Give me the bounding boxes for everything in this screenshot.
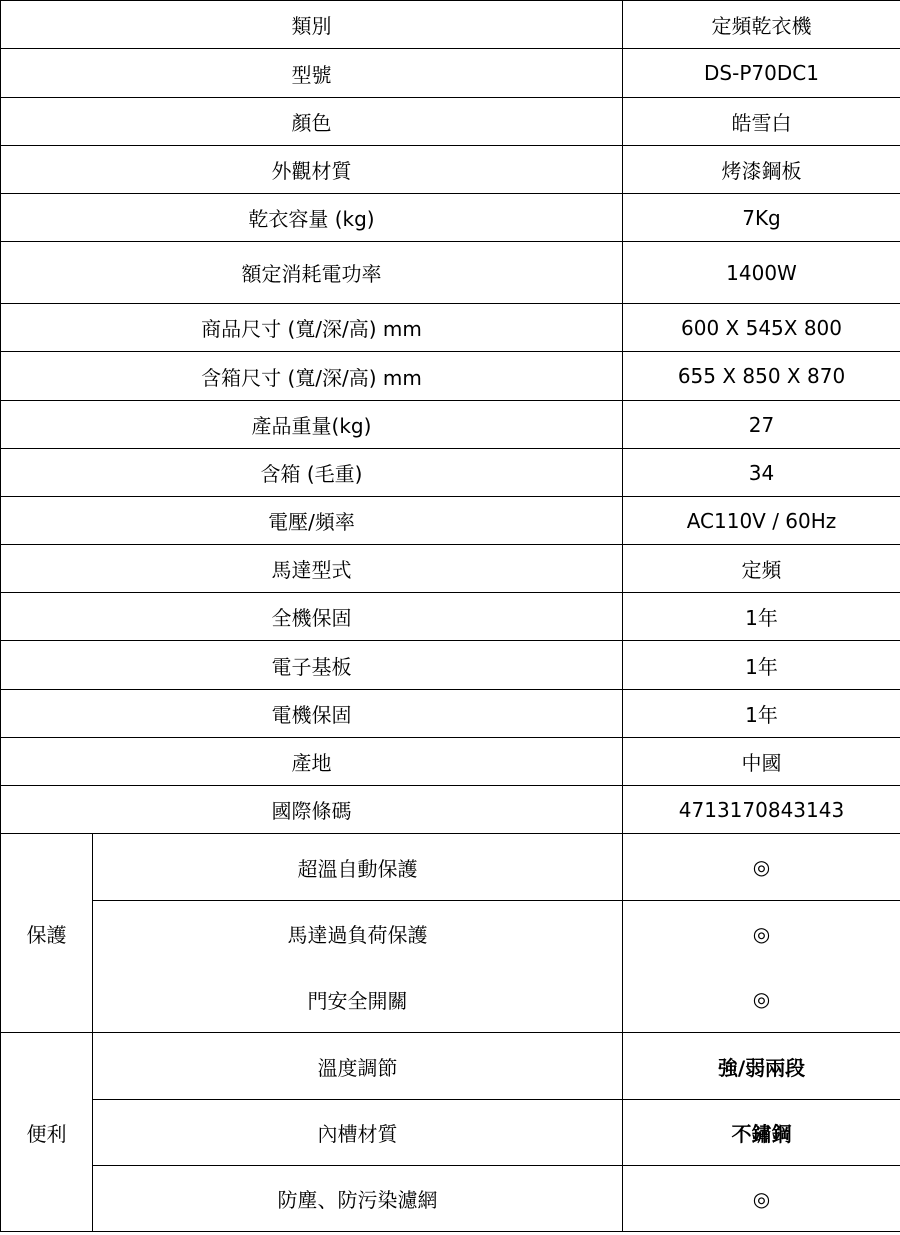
- convenience-row: [1, 1033, 900, 1100]
- spec-row: [1, 146, 900, 194]
- spec-value: 7Kg: [623, 194, 900, 242]
- spec-label: 電機保固: [1, 690, 623, 738]
- spec-label: 產品重量(kg): [1, 401, 623, 449]
- spec-label: 顏色: [1, 98, 623, 146]
- spec-value: 4713170843143: [623, 786, 900, 834]
- spec-row: [1, 194, 900, 242]
- spec-label: 產地: [1, 738, 623, 786]
- feature-label: 溫度調節: [93, 1033, 623, 1100]
- spec-value: 皓雪白: [623, 98, 900, 146]
- spec-label: 全機保固: [1, 593, 623, 641]
- spec-row: [1, 242, 900, 304]
- spec-row: [1, 641, 900, 690]
- protection-group-label: 保護: [1, 834, 93, 1033]
- spec-label: 電壓/頻率: [1, 497, 623, 545]
- spec-label: 含箱尺寸 (寬/深/高) mm: [1, 352, 623, 401]
- spec-label: 類別: [1, 1, 623, 49]
- convenience-row: [1, 1100, 900, 1166]
- spec-row: [1, 786, 900, 834]
- feature-value: ◎: [623, 901, 900, 967]
- spec-row: [1, 497, 900, 545]
- feature-value: ◎: [623, 834, 900, 901]
- convenience-group-label: 便利: [1, 1033, 93, 1232]
- spec-row: [1, 401, 900, 449]
- spec-row: [1, 545, 900, 593]
- spec-row: [1, 1, 900, 49]
- feature-value: 不鏽鋼: [623, 1100, 900, 1166]
- spec-value: 定頻乾衣機: [623, 1, 900, 49]
- feature-label: 防塵、防污染濾網: [93, 1166, 623, 1232]
- feature-value: ◎: [623, 1166, 900, 1232]
- spec-value: AC110V / 60Hz: [623, 497, 900, 545]
- spec-label: 含箱 (毛重): [1, 449, 623, 497]
- feature-label: 內槽材質: [93, 1100, 623, 1166]
- spec-value: 1400W: [623, 242, 900, 304]
- feature-label: 門安全開關: [93, 967, 623, 1033]
- spec-label: 電子基板: [1, 641, 623, 690]
- spec-value: 1年: [623, 593, 900, 641]
- spec-row: [1, 49, 900, 98]
- spec-label: 馬達型式: [1, 545, 623, 593]
- protection-row: [1, 834, 900, 901]
- feature-label: 超溫自動保護: [93, 834, 623, 901]
- feature-value: ◎: [623, 967, 900, 1033]
- spec-label: 額定消耗電功率: [1, 242, 623, 304]
- spec-value: 600 X 545X 800: [623, 304, 900, 352]
- spec-value: 655 X 850 X 870: [623, 352, 900, 401]
- spec-row: [1, 690, 900, 738]
- spec-value: 1年: [623, 690, 900, 738]
- spec-value: 烤漆鋼板: [623, 146, 900, 194]
- spec-row: [1, 593, 900, 641]
- spec-label: 型號: [1, 49, 623, 98]
- spec-row: [1, 352, 900, 401]
- spec-label: 商品尺寸 (寬/深/高) mm: [1, 304, 623, 352]
- spec-value: 27: [623, 401, 900, 449]
- protection-row: [1, 967, 900, 1033]
- spec-value: 定頻: [623, 545, 900, 593]
- convenience-row: [1, 1166, 900, 1232]
- spec-row: [1, 449, 900, 497]
- spec-label: 國際條碼: [1, 786, 623, 834]
- feature-label: 馬達過負荷保護: [93, 901, 623, 967]
- spec-row: [1, 98, 900, 146]
- protection-row: [1, 901, 900, 967]
- spec-label: 外觀材質: [1, 146, 623, 194]
- spec-row: [1, 304, 900, 352]
- spec-label: 乾衣容量 (kg): [1, 194, 623, 242]
- spec-value: DS-P70DC1: [623, 49, 900, 98]
- spec-value: 1年: [623, 641, 900, 690]
- spec-value: 中國: [623, 738, 900, 786]
- feature-value: 強/弱兩段: [623, 1033, 900, 1100]
- spec-value: 34: [623, 449, 900, 497]
- spec-row: [1, 738, 900, 786]
